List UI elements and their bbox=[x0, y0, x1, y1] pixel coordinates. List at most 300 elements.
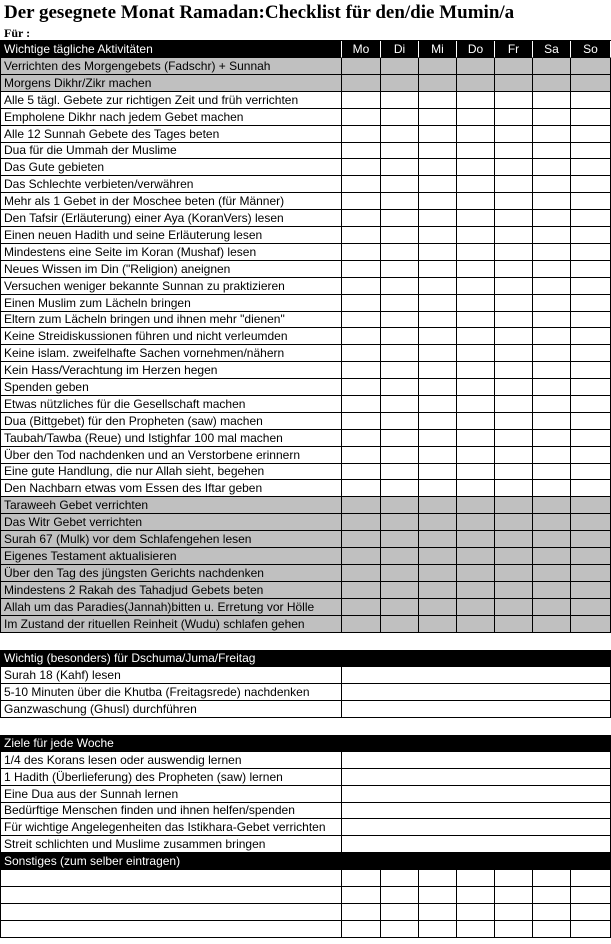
other-entry-field[interactable] bbox=[0, 904, 342, 921]
day-checkbox-di[interactable] bbox=[381, 362, 419, 379]
day-checkbox-fr[interactable] bbox=[495, 447, 533, 464]
day-checkbox-so[interactable] bbox=[571, 345, 611, 362]
day-checkbox-so[interactable] bbox=[571, 92, 611, 109]
day-checkbox-so[interactable] bbox=[571, 126, 611, 143]
day-checkbox-do[interactable] bbox=[457, 75, 495, 92]
day-checkbox-so[interactable] bbox=[571, 159, 611, 176]
day-checkbox-mi[interactable] bbox=[419, 244, 457, 261]
day-checkbox-so[interactable] bbox=[571, 311, 611, 328]
day-checkbox-so[interactable] bbox=[571, 904, 611, 921]
day-checkbox-di[interactable] bbox=[381, 430, 419, 447]
day-checkbox-do[interactable] bbox=[457, 548, 495, 565]
day-checkbox-fr[interactable] bbox=[495, 514, 533, 531]
day-checkbox-do[interactable] bbox=[457, 870, 495, 887]
day-checkbox-so[interactable] bbox=[571, 447, 611, 464]
activity-label: Keine islam. zweifelhafte Sachen vornehmen/nähern bbox=[0, 345, 342, 362]
day-checkbox-sa[interactable] bbox=[533, 599, 571, 616]
day-checkbox-mi[interactable] bbox=[419, 565, 457, 582]
day-checkbox-mi[interactable] bbox=[419, 210, 457, 227]
day-checkbox-di[interactable] bbox=[381, 514, 419, 531]
day-checkbox-fr[interactable] bbox=[495, 463, 533, 480]
day-checkbox-fr[interactable] bbox=[495, 92, 533, 109]
day-checkbox-mo[interactable] bbox=[342, 109, 381, 126]
day-checkbox-mo[interactable] bbox=[342, 565, 381, 582]
day-checkbox-sa[interactable] bbox=[533, 244, 571, 261]
day-checkbox-sa[interactable] bbox=[533, 58, 571, 75]
day-checkbox-sa[interactable] bbox=[533, 514, 571, 531]
daily-activity-row bbox=[0, 227, 611, 244]
day-checkbox-do[interactable] bbox=[457, 565, 495, 582]
day-checkbox-mi[interactable] bbox=[419, 345, 457, 362]
day-checkbox-mi[interactable] bbox=[419, 227, 457, 244]
day-checkbox-do[interactable] bbox=[457, 480, 495, 497]
day-checkbox-mi[interactable] bbox=[419, 142, 457, 159]
day-checkbox-fr[interactable] bbox=[495, 295, 533, 312]
day-checkbox-so[interactable] bbox=[571, 176, 611, 193]
day-checkbox-fr[interactable] bbox=[495, 582, 533, 599]
day-checkbox-di[interactable] bbox=[381, 193, 419, 210]
day-checkbox-mi[interactable] bbox=[419, 278, 457, 295]
day-checkbox-mi[interactable] bbox=[419, 463, 457, 480]
day-checkbox-so[interactable] bbox=[571, 887, 611, 904]
day-checkbox-so[interactable] bbox=[571, 379, 611, 396]
day-checkbox-so[interactable] bbox=[571, 142, 611, 159]
day-checkbox-so[interactable] bbox=[571, 261, 611, 278]
day-checkbox-sa[interactable] bbox=[533, 362, 571, 379]
day-checkbox-so[interactable] bbox=[571, 463, 611, 480]
day-checkbox-di[interactable] bbox=[381, 921, 419, 938]
day-checkbox-so[interactable] bbox=[571, 565, 611, 582]
day-checkbox-do[interactable] bbox=[457, 109, 495, 126]
day-checkbox-mo[interactable] bbox=[342, 548, 381, 565]
day-checkbox-mo[interactable] bbox=[342, 430, 381, 447]
day-checkbox-mo[interactable] bbox=[342, 531, 381, 548]
day-checkbox-do[interactable] bbox=[457, 497, 495, 514]
day-checkbox-fr[interactable] bbox=[495, 870, 533, 887]
daily-activity-row bbox=[0, 58, 611, 75]
day-checkbox-sa[interactable] bbox=[533, 109, 571, 126]
day-checkbox-do[interactable] bbox=[457, 210, 495, 227]
day-checkbox-sa[interactable] bbox=[533, 345, 571, 362]
daily-activity-row bbox=[0, 396, 611, 413]
day-checkbox-sa[interactable] bbox=[533, 396, 571, 413]
friday-checkbox[interactable] bbox=[342, 684, 611, 701]
activity-label: Über den Tag des jüngsten Gerichts nachdenken bbox=[0, 565, 342, 582]
day-checkbox-mo[interactable] bbox=[342, 413, 381, 430]
day-checkbox-mo[interactable] bbox=[342, 159, 381, 176]
day-checkbox-sa[interactable] bbox=[533, 548, 571, 565]
day-checkbox-fr[interactable] bbox=[495, 430, 533, 447]
day-checkbox-so[interactable] bbox=[571, 430, 611, 447]
day-checkbox-fr[interactable] bbox=[495, 126, 533, 143]
day-checkbox-fr[interactable] bbox=[495, 159, 533, 176]
day-checkbox-mo[interactable] bbox=[342, 345, 381, 362]
day-checkbox-mo[interactable] bbox=[342, 582, 381, 599]
day-checkbox-mi[interactable] bbox=[419, 193, 457, 210]
day-checkbox-do[interactable] bbox=[457, 142, 495, 159]
day-checkbox-sa[interactable] bbox=[533, 311, 571, 328]
day-checkbox-di[interactable] bbox=[381, 904, 419, 921]
day-checkbox-mi[interactable] bbox=[419, 311, 457, 328]
day-checkbox-do[interactable] bbox=[457, 463, 495, 480]
weekly-checkbox[interactable] bbox=[342, 802, 611, 819]
day-checkbox-do[interactable] bbox=[457, 413, 495, 430]
day-checkbox-mi[interactable] bbox=[419, 430, 457, 447]
day-checkbox-mi[interactable] bbox=[419, 92, 457, 109]
day-checkbox-mo[interactable] bbox=[342, 599, 381, 616]
day-checkbox-sa[interactable] bbox=[533, 582, 571, 599]
day-checkbox-sa[interactable] bbox=[533, 126, 571, 143]
day-checkbox-mi[interactable] bbox=[419, 126, 457, 143]
day-checkbox-mo[interactable] bbox=[342, 921, 381, 938]
weekly-checkbox[interactable] bbox=[342, 836, 611, 853]
day-checkbox-do[interactable] bbox=[457, 616, 495, 633]
activity-label: Über den Tod nachdenken und an Verstorbene erinnern bbox=[0, 447, 342, 464]
day-checkbox-fr[interactable] bbox=[495, 548, 533, 565]
day-checkbox-di[interactable] bbox=[381, 92, 419, 109]
day-checkbox-sa[interactable] bbox=[533, 616, 571, 633]
day-checkbox-fr[interactable] bbox=[495, 599, 533, 616]
day-checkbox-mi[interactable] bbox=[419, 497, 457, 514]
day-checkbox-di[interactable] bbox=[381, 497, 419, 514]
day-checkbox-di[interactable] bbox=[381, 565, 419, 582]
day-checkbox-sa[interactable] bbox=[533, 261, 571, 278]
day-checkbox-mo[interactable] bbox=[342, 463, 381, 480]
day-checkbox-so[interactable] bbox=[571, 328, 611, 345]
activity-label: Etwas nützliches für die Gesellschaft machen bbox=[0, 396, 342, 413]
day-checkbox-di[interactable] bbox=[381, 295, 419, 312]
day-checkbox-so[interactable] bbox=[571, 278, 611, 295]
day-checkbox-mi[interactable] bbox=[419, 870, 457, 887]
day-checkbox-sa[interactable] bbox=[533, 379, 571, 396]
day-checkbox-mi[interactable] bbox=[419, 599, 457, 616]
day-checkbox-sa[interactable] bbox=[533, 210, 571, 227]
day-checkbox-sa[interactable] bbox=[533, 463, 571, 480]
friday-section-header: Wichtig (besonders) für Dschuma/Juma/Freitag bbox=[0, 650, 611, 667]
day-checkbox-sa[interactable] bbox=[533, 904, 571, 921]
day-checkbox-di[interactable] bbox=[381, 142, 419, 159]
day-checkbox-so[interactable] bbox=[571, 548, 611, 565]
friday-checkbox[interactable] bbox=[342, 667, 611, 684]
other-entry-field[interactable] bbox=[0, 887, 342, 904]
day-checkbox-so[interactable] bbox=[571, 480, 611, 497]
day-checkbox-sa[interactable] bbox=[533, 887, 571, 904]
day-checkbox-sa[interactable] bbox=[533, 413, 571, 430]
day-checkbox-mo[interactable] bbox=[342, 295, 381, 312]
day-checkbox-mi[interactable] bbox=[419, 58, 457, 75]
day-checkbox-do[interactable] bbox=[457, 396, 495, 413]
weekly-checkbox[interactable] bbox=[342, 769, 611, 786]
day-checkbox-mo[interactable] bbox=[342, 142, 381, 159]
day-checkbox-mi[interactable] bbox=[419, 514, 457, 531]
day-checkbox-di[interactable] bbox=[381, 887, 419, 904]
other-entry-field[interactable] bbox=[0, 870, 342, 887]
weekly-checkbox[interactable] bbox=[342, 786, 611, 803]
day-checkbox-mi[interactable] bbox=[419, 295, 457, 312]
day-checkbox-mi[interactable] bbox=[419, 396, 457, 413]
day-checkbox-di[interactable] bbox=[381, 480, 419, 497]
day-checkbox-mo[interactable] bbox=[342, 904, 381, 921]
day-checkbox-mo[interactable] bbox=[342, 92, 381, 109]
day-checkbox-sa[interactable] bbox=[533, 193, 571, 210]
day-checkbox-sa[interactable] bbox=[533, 92, 571, 109]
day-checkbox-do[interactable] bbox=[457, 362, 495, 379]
day-checkbox-mi[interactable] bbox=[419, 328, 457, 345]
day-checkbox-mo[interactable] bbox=[342, 396, 381, 413]
day-checkbox-mi[interactable] bbox=[419, 379, 457, 396]
day-checkbox-mo[interactable] bbox=[342, 244, 381, 261]
day-checkbox-di[interactable] bbox=[381, 413, 419, 430]
day-checkbox-do[interactable] bbox=[457, 345, 495, 362]
day-checkbox-do[interactable] bbox=[457, 582, 495, 599]
day-checkbox-mo[interactable] bbox=[342, 870, 381, 887]
day-checkbox-fr[interactable] bbox=[495, 497, 533, 514]
day-checkbox-so[interactable] bbox=[571, 193, 611, 210]
day-checkbox-fr[interactable] bbox=[495, 616, 533, 633]
day-checkbox-mi[interactable] bbox=[419, 904, 457, 921]
day-checkbox-so[interactable] bbox=[571, 870, 611, 887]
daily-activity-row bbox=[0, 295, 611, 312]
day-checkbox-fr[interactable] bbox=[495, 531, 533, 548]
day-checkbox-do[interactable] bbox=[457, 328, 495, 345]
activity-label: Versuchen weniger bekannte Sunnan zu praktizieren bbox=[0, 278, 342, 295]
day-checkbox-di[interactable] bbox=[381, 396, 419, 413]
day-checkbox-do[interactable] bbox=[457, 887, 495, 904]
day-checkbox-mo[interactable] bbox=[342, 311, 381, 328]
day-checkbox-fr[interactable] bbox=[495, 887, 533, 904]
day-checkbox-so[interactable] bbox=[571, 616, 611, 633]
day-checkbox-di[interactable] bbox=[381, 311, 419, 328]
day-checkbox-fr[interactable] bbox=[495, 904, 533, 921]
day-header-di: Di bbox=[381, 41, 419, 58]
day-checkbox-fr[interactable] bbox=[495, 921, 533, 938]
day-checkbox-so[interactable] bbox=[571, 582, 611, 599]
day-checkbox-sa[interactable] bbox=[533, 870, 571, 887]
day-checkbox-so[interactable] bbox=[571, 295, 611, 312]
day-checkbox-mi[interactable] bbox=[419, 75, 457, 92]
other-blank-row bbox=[0, 887, 611, 904]
day-checkbox-mo[interactable] bbox=[342, 75, 381, 92]
day-checkbox-do[interactable] bbox=[457, 58, 495, 75]
day-checkbox-sa[interactable] bbox=[533, 278, 571, 295]
daily-activity-row bbox=[0, 328, 611, 345]
day-checkbox-di[interactable] bbox=[381, 379, 419, 396]
day-checkbox-mo[interactable] bbox=[342, 514, 381, 531]
activity-label: Surah 67 (Mulk) vor dem Schlafengehen lesen bbox=[0, 531, 342, 548]
day-checkbox-di[interactable] bbox=[381, 599, 419, 616]
day-checkbox-mo[interactable] bbox=[342, 887, 381, 904]
day-checkbox-fr[interactable] bbox=[495, 193, 533, 210]
day-checkbox-do[interactable] bbox=[457, 278, 495, 295]
day-checkbox-sa[interactable] bbox=[533, 531, 571, 548]
day-checkbox-so[interactable] bbox=[571, 75, 611, 92]
day-checkbox-mi[interactable] bbox=[419, 921, 457, 938]
day-checkbox-so[interactable] bbox=[571, 362, 611, 379]
day-checkbox-fr[interactable] bbox=[495, 210, 533, 227]
day-checkbox-sa[interactable] bbox=[533, 565, 571, 582]
weekly-item-label: 1 Hadith (Überlieferung) des Propheten (saw) lernen bbox=[0, 769, 342, 786]
friday-checkbox[interactable] bbox=[342, 701, 611, 718]
day-checkbox-sa[interactable] bbox=[533, 447, 571, 464]
spacer-row bbox=[0, 718, 611, 735]
day-checkbox-mi[interactable] bbox=[419, 582, 457, 599]
day-checkbox-fr[interactable] bbox=[495, 362, 533, 379]
day-checkbox-di[interactable] bbox=[381, 210, 419, 227]
day-checkbox-mo[interactable] bbox=[342, 261, 381, 278]
day-checkbox-di[interactable] bbox=[381, 582, 419, 599]
day-checkbox-sa[interactable] bbox=[533, 159, 571, 176]
day-checkbox-mi[interactable] bbox=[419, 176, 457, 193]
day-checkbox-fr[interactable] bbox=[495, 244, 533, 261]
day-checkbox-so[interactable] bbox=[571, 210, 611, 227]
day-checkbox-fr[interactable] bbox=[495, 142, 533, 159]
day-checkbox-fr[interactable] bbox=[495, 379, 533, 396]
day-checkbox-sa[interactable] bbox=[533, 497, 571, 514]
day-checkbox-do[interactable] bbox=[457, 295, 495, 312]
day-checkbox-sa[interactable] bbox=[533, 295, 571, 312]
other-entry-field[interactable] bbox=[0, 921, 342, 938]
day-checkbox-fr[interactable] bbox=[495, 278, 533, 295]
day-checkbox-mi[interactable] bbox=[419, 447, 457, 464]
day-checkbox-mo[interactable] bbox=[342, 193, 381, 210]
day-checkbox-do[interactable] bbox=[457, 904, 495, 921]
day-checkbox-do[interactable] bbox=[457, 261, 495, 278]
day-checkbox-mi[interactable] bbox=[419, 531, 457, 548]
day-checkbox-di[interactable] bbox=[381, 278, 419, 295]
activity-label: Den Tafsir (Erläuterung) einer Aya (KoranVers) lesen bbox=[0, 210, 342, 227]
day-checkbox-do[interactable] bbox=[457, 599, 495, 616]
day-checkbox-di[interactable] bbox=[381, 109, 419, 126]
day-checkbox-so[interactable] bbox=[571, 227, 611, 244]
day-checkbox-mo[interactable] bbox=[342, 447, 381, 464]
day-checkbox-mi[interactable] bbox=[419, 261, 457, 278]
day-checkbox-di[interactable] bbox=[381, 176, 419, 193]
day-checkbox-so[interactable] bbox=[571, 531, 611, 548]
day-checkbox-do[interactable] bbox=[457, 159, 495, 176]
day-checkbox-mo[interactable] bbox=[342, 616, 381, 633]
day-checkbox-di[interactable] bbox=[381, 58, 419, 75]
day-checkbox-mi[interactable] bbox=[419, 109, 457, 126]
day-checkbox-mo[interactable] bbox=[342, 176, 381, 193]
day-checkbox-di[interactable] bbox=[381, 261, 419, 278]
day-checkbox-fr[interactable] bbox=[495, 176, 533, 193]
day-checkbox-di[interactable] bbox=[381, 328, 419, 345]
day-checkbox-do[interactable] bbox=[457, 126, 495, 143]
day-checkbox-sa[interactable] bbox=[533, 227, 571, 244]
day-checkbox-do[interactable] bbox=[457, 379, 495, 396]
day-checkbox-fr[interactable] bbox=[495, 75, 533, 92]
day-checkbox-do[interactable] bbox=[457, 92, 495, 109]
day-checkbox-fr[interactable] bbox=[495, 480, 533, 497]
day-checkbox-mi[interactable] bbox=[419, 362, 457, 379]
day-checkbox-do[interactable] bbox=[457, 514, 495, 531]
day-checkbox-mi[interactable] bbox=[419, 548, 457, 565]
day-checkbox-sa[interactable] bbox=[533, 430, 571, 447]
day-checkbox-di[interactable] bbox=[381, 463, 419, 480]
day-checkbox-mo[interactable] bbox=[342, 278, 381, 295]
other-blank-row bbox=[0, 870, 611, 887]
day-checkbox-di[interactable] bbox=[381, 244, 419, 261]
day-checkbox-mo[interactable] bbox=[342, 328, 381, 345]
day-checkbox-fr[interactable] bbox=[495, 261, 533, 278]
weekly-checkbox[interactable] bbox=[342, 752, 611, 769]
day-checkbox-mi[interactable] bbox=[419, 887, 457, 904]
day-checkbox-so[interactable] bbox=[571, 497, 611, 514]
day-checkbox-di[interactable] bbox=[381, 616, 419, 633]
day-checkbox-sa[interactable] bbox=[533, 328, 571, 345]
day-checkbox-fr[interactable] bbox=[495, 109, 533, 126]
day-checkbox-fr[interactable] bbox=[495, 227, 533, 244]
day-checkbox-so[interactable] bbox=[571, 599, 611, 616]
day-checkbox-do[interactable] bbox=[457, 227, 495, 244]
day-checkbox-sa[interactable] bbox=[533, 142, 571, 159]
day-checkbox-mo[interactable] bbox=[342, 58, 381, 75]
day-checkbox-mo[interactable] bbox=[342, 126, 381, 143]
day-checkbox-sa[interactable] bbox=[533, 75, 571, 92]
day-checkbox-di[interactable] bbox=[381, 548, 419, 565]
day-checkbox-sa[interactable] bbox=[533, 921, 571, 938]
day-checkbox-di[interactable] bbox=[381, 227, 419, 244]
day-checkbox-fr[interactable] bbox=[495, 413, 533, 430]
day-checkbox-so[interactable] bbox=[571, 413, 611, 430]
day-checkbox-fr[interactable] bbox=[495, 345, 533, 362]
weekly-item-row bbox=[0, 752, 611, 769]
day-checkbox-so[interactable] bbox=[571, 109, 611, 126]
day-checkbox-do[interactable] bbox=[457, 193, 495, 210]
day-checkbox-di[interactable] bbox=[381, 75, 419, 92]
day-checkbox-do[interactable] bbox=[457, 311, 495, 328]
day-checkbox-mo[interactable] bbox=[342, 362, 381, 379]
daily-activity-row bbox=[0, 193, 611, 210]
day-checkbox-so[interactable] bbox=[571, 58, 611, 75]
day-checkbox-mo[interactable] bbox=[342, 480, 381, 497]
day-checkbox-mi[interactable] bbox=[419, 616, 457, 633]
day-checkbox-fr[interactable] bbox=[495, 311, 533, 328]
day-checkbox-mo[interactable] bbox=[342, 497, 381, 514]
day-checkbox-sa[interactable] bbox=[533, 176, 571, 193]
day-checkbox-fr[interactable] bbox=[495, 58, 533, 75]
day-checkbox-do[interactable] bbox=[457, 531, 495, 548]
day-checkbox-do[interactable] bbox=[457, 430, 495, 447]
day-checkbox-do[interactable] bbox=[457, 921, 495, 938]
day-checkbox-mo[interactable] bbox=[342, 379, 381, 396]
day-checkbox-so[interactable] bbox=[571, 396, 611, 413]
day-checkbox-so[interactable] bbox=[571, 921, 611, 938]
day-checkbox-mi[interactable] bbox=[419, 480, 457, 497]
day-checkbox-di[interactable] bbox=[381, 345, 419, 362]
friday-item-row bbox=[0, 667, 611, 684]
day-checkbox-do[interactable] bbox=[457, 176, 495, 193]
day-checkbox-mi[interactable] bbox=[419, 159, 457, 176]
day-checkbox-fr[interactable] bbox=[495, 396, 533, 413]
day-checkbox-mo[interactable] bbox=[342, 210, 381, 227]
day-checkbox-di[interactable] bbox=[381, 870, 419, 887]
day-checkbox-do[interactable] bbox=[457, 447, 495, 464]
day-checkbox-di[interactable] bbox=[381, 531, 419, 548]
day-checkbox-sa[interactable] bbox=[533, 480, 571, 497]
day-checkbox-di[interactable] bbox=[381, 126, 419, 143]
day-checkbox-di[interactable] bbox=[381, 159, 419, 176]
day-checkbox-fr[interactable] bbox=[495, 565, 533, 582]
day-checkbox-so[interactable] bbox=[571, 514, 611, 531]
weekly-checkbox[interactable] bbox=[342, 819, 611, 836]
day-checkbox-mo[interactable] bbox=[342, 227, 381, 244]
day-checkbox-fr[interactable] bbox=[495, 328, 533, 345]
day-checkbox-do[interactable] bbox=[457, 244, 495, 261]
day-checkbox-mi[interactable] bbox=[419, 413, 457, 430]
day-checkbox-di[interactable] bbox=[381, 447, 419, 464]
day-checkbox-so[interactable] bbox=[571, 244, 611, 261]
